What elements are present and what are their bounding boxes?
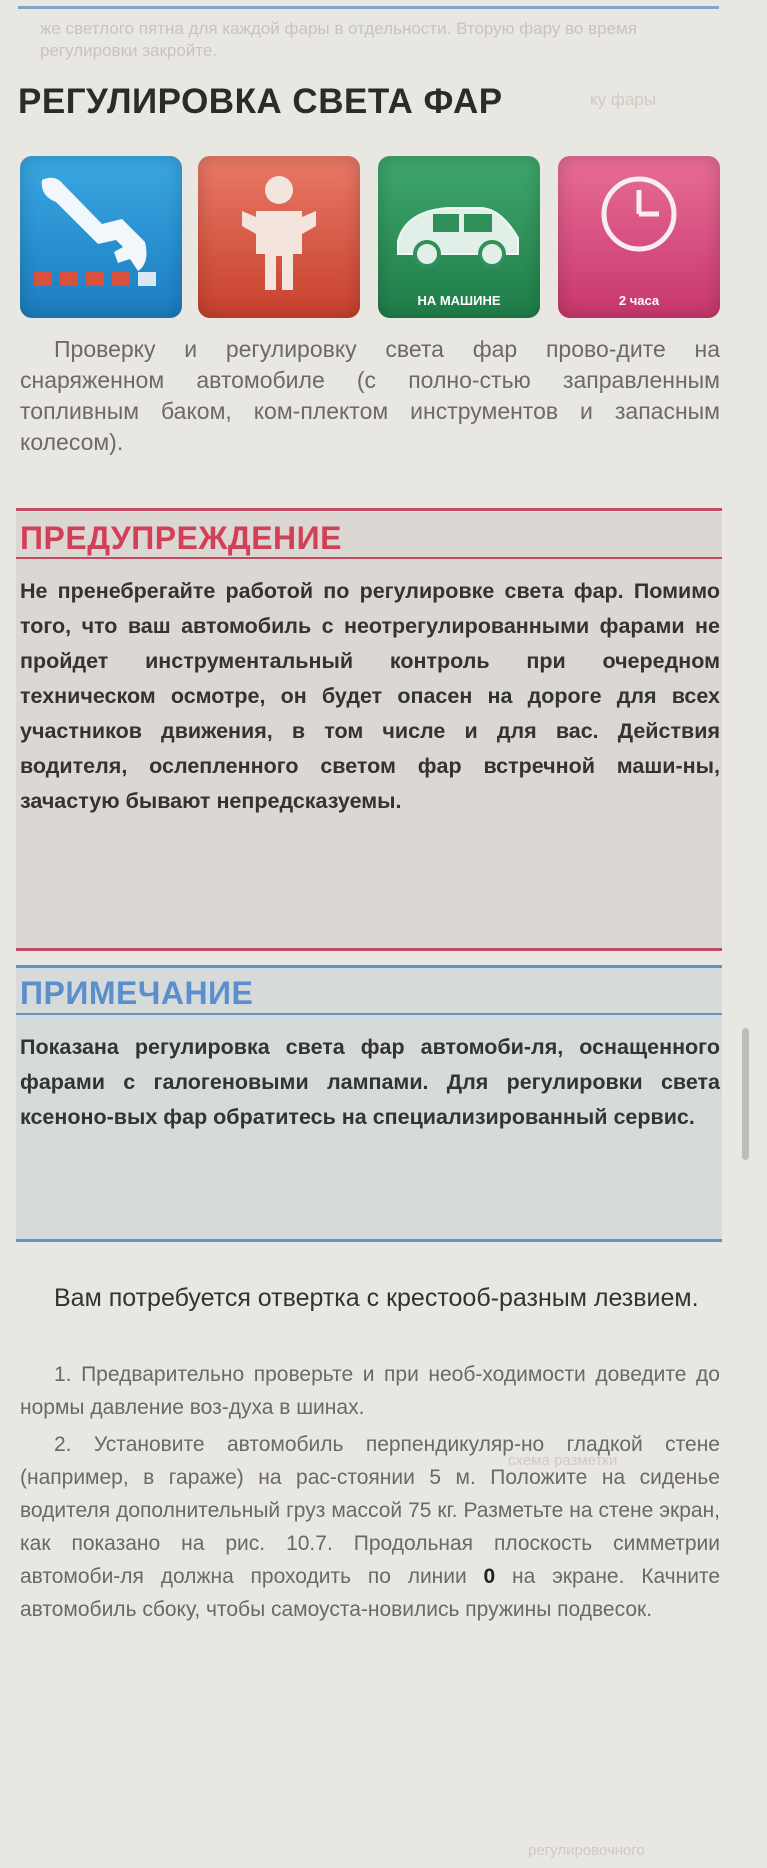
note-heading: ПРИМЕЧАНИЕ	[20, 975, 254, 1011]
on-car-caption: НА МАШИНЕ	[417, 293, 501, 308]
person-icon	[198, 156, 360, 318]
step-2-zero-line: 0	[483, 1565, 496, 1588]
warning-text: Не пренебрегайте работой по регулировке света фар. Помимо того, что ваш автомобиль с неотрегулированными фарами не пройдет инструментальный контроль при очередном техническом осмотре, он будет опасен на дороге для всех участников движения, в том числе и для вас. Действия водителя, ослепленного светом фар встречной маши-ны, зачастую бывают непредсказуемы.	[20, 579, 720, 813]
note-text: Показана регулировка света фар автомоби-ля, оснащенного фарами с галогеновыми лампами. Для регулировки света ксеноно-вых фар обратитесь на специализированный сервис.	[20, 1035, 720, 1129]
note-bottom-rule	[16, 1239, 722, 1242]
required-tool: Вам потребуется отвертка с крестооб-разным лезвием.	[54, 1284, 699, 1312]
on-car-tile	[378, 156, 540, 318]
warning-bottom-rule	[16, 948, 722, 951]
step-2-text-b: на экране. Качните автомобиль сбоку, чтобы самоуста-новились пружины подвесок.	[20, 1565, 721, 1621]
procedure-steps	[20, 1358, 720, 1630]
note-heading-rule	[16, 1013, 722, 1015]
step-2-text-a: 2. Установите автомобиль перпендикуляр-но гладкой стене (например, в гараже) на рас-стоянии 5 м. Положите на сиденье водителя дополнительный груз массой 75 кг. Разметьте на стене экран, как показано на рис. 10.7. Продольная плоскость симметрии автомоби-ля должна проходить по линии	[20, 1433, 720, 1588]
top-divider	[18, 6, 719, 9]
bleed-through-bottom-right: регулировочного	[528, 1842, 645, 1859]
person-tile	[198, 156, 360, 318]
warning-top-rule	[16, 508, 722, 511]
intro-paragraph: Проверку и регулировку света фар прово-дите на снаряженном автомобиле (с полно-стью заправленным топливным баком, ком-плектом инструментов и запасным колесом).	[20, 336, 720, 455]
info-tiles	[20, 156, 720, 318]
bleed-through-top-text: же светлого пятна для каждой фары в отдельности. Вторую фару во время регулировки закройте.	[40, 19, 637, 60]
warning-heading: ПРЕДУПРЕЖДЕНИЕ	[20, 520, 342, 556]
difficulty-tile	[20, 156, 182, 318]
vertical-scrollbar[interactable]	[742, 1028, 749, 1160]
time-caption: 2 часа	[618, 293, 660, 308]
step-1: 1. Предварительно проверьте и при необ-ходимости доведите до нормы давление воз-духа в шинах.	[20, 1363, 720, 1419]
wrench-icon	[20, 156, 182, 318]
page-title: РЕГУЛИРОВКА СВЕТА ФАР	[18, 82, 503, 121]
bleed-through-mid-right: схема разметки	[508, 1452, 618, 1469]
bleed-through-title-side: ку фары	[590, 90, 656, 109]
time-tile	[558, 156, 720, 318]
warning-heading-rule	[16, 557, 722, 559]
